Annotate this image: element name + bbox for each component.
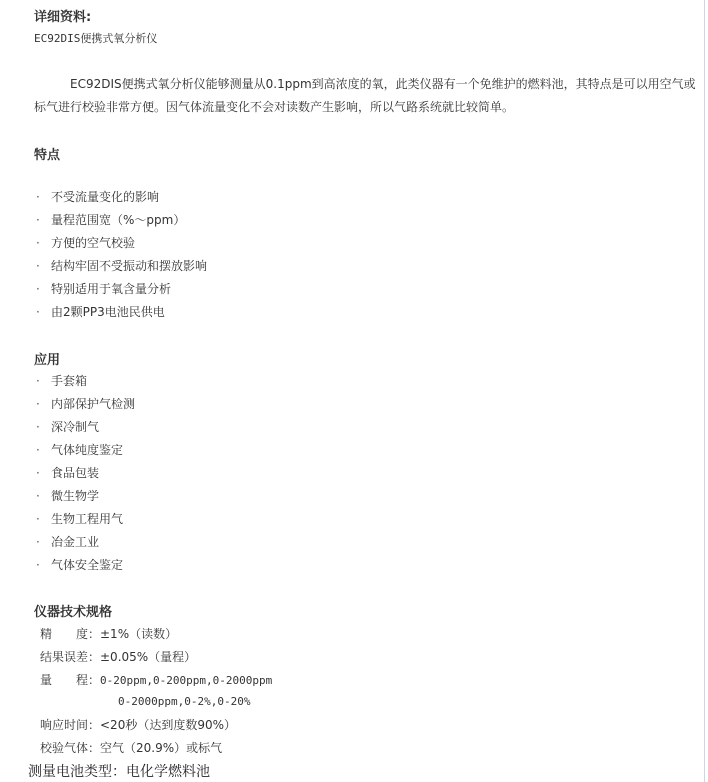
applications-heading: 应用: [34, 353, 61, 368]
features-heading: 特点: [34, 148, 61, 163]
bullet-icon: ·: [36, 535, 40, 549]
bullet-icon: ·: [36, 374, 40, 388]
list-item: · 深冷制气: [36, 420, 100, 434]
spec-range: [40, 671, 272, 688]
list-item: · 食品包装: [36, 466, 100, 480]
bullet-icon: ·: [36, 420, 40, 434]
list-item: · 气体安全鉴定: [36, 558, 124, 572]
bullet-icon: ·: [36, 397, 40, 411]
spec-calibration-gas: 校验气体：空气（20.9%）或标气: [40, 741, 223, 755]
list-item: · 生物工程用气: [36, 512, 124, 526]
bullet-icon: ·: [36, 512, 40, 526]
bullet-icon: ·: [36, 259, 40, 273]
spec-range-label: 量 程：: [40, 673, 101, 687]
list-item: · 手套箱: [36, 374, 88, 388]
bullet-icon: ·: [36, 489, 40, 503]
bullet-icon: ·: [36, 282, 40, 296]
list-item: · 内部保护气检测: [36, 397, 136, 411]
bullet-icon: ·: [36, 213, 40, 227]
bullet-icon: ·: [36, 305, 40, 319]
list-item: · 气体纯度鉴定: [36, 443, 124, 457]
list-item: · 量程范围宽（%～ppm）: [36, 213, 186, 227]
list-item: · 结构牢固不受振动和摆放影响: [36, 259, 208, 273]
bullet-icon: ·: [36, 190, 40, 204]
list-item: · 不受流量变化的影响: [36, 190, 160, 204]
bullet-icon: ·: [36, 558, 40, 572]
list-item: · 冶金工业: [36, 535, 100, 549]
spec-response-time: 响应时间：<20秒（达到度数90%）: [40, 718, 236, 732]
bullet-icon: ·: [36, 236, 40, 250]
intro-line-2: 标气进行校验非常方便。因气体流量变化不会对读数产生影响，所以气路系统就比较简单。: [34, 100, 515, 114]
intro-line-1: EC92DIS便携式氧分析仪能够测量从0.1ppm到高浓度的氧，此类仪器有一个免维护的燃料池，其特点是可以用空气或: [70, 77, 696, 91]
detail-heading: 详细资料:: [34, 10, 92, 25]
list-item: · 特别适用于氧含量分析: [36, 282, 172, 296]
spec-sensor-type: 测量电池类型：电化学燃料池: [28, 764, 210, 780]
spec-precision: 精 度：±1%（读数）: [40, 627, 178, 641]
list-item: · 微生物学: [36, 489, 100, 503]
specs-heading: 仪器技术规格: [34, 605, 113, 620]
bullet-icon: ·: [36, 466, 40, 480]
list-item: · 方便的空气校验: [36, 236, 136, 250]
spec-range-values-1: 0-20ppm,0-200ppm,0-2000ppm: [100, 674, 273, 687]
product-name: EC92DIS便携式氧分析仪: [34, 32, 158, 45]
spec-range-values-2: 0-2000ppm,0-2%,0-20%: [118, 695, 251, 708]
spec-result-error: 结果误差：±0.05%（量程）: [40, 650, 197, 664]
bullet-icon: ·: [36, 443, 40, 457]
list-item: · 由2颗PP3电池民供电: [36, 305, 165, 319]
